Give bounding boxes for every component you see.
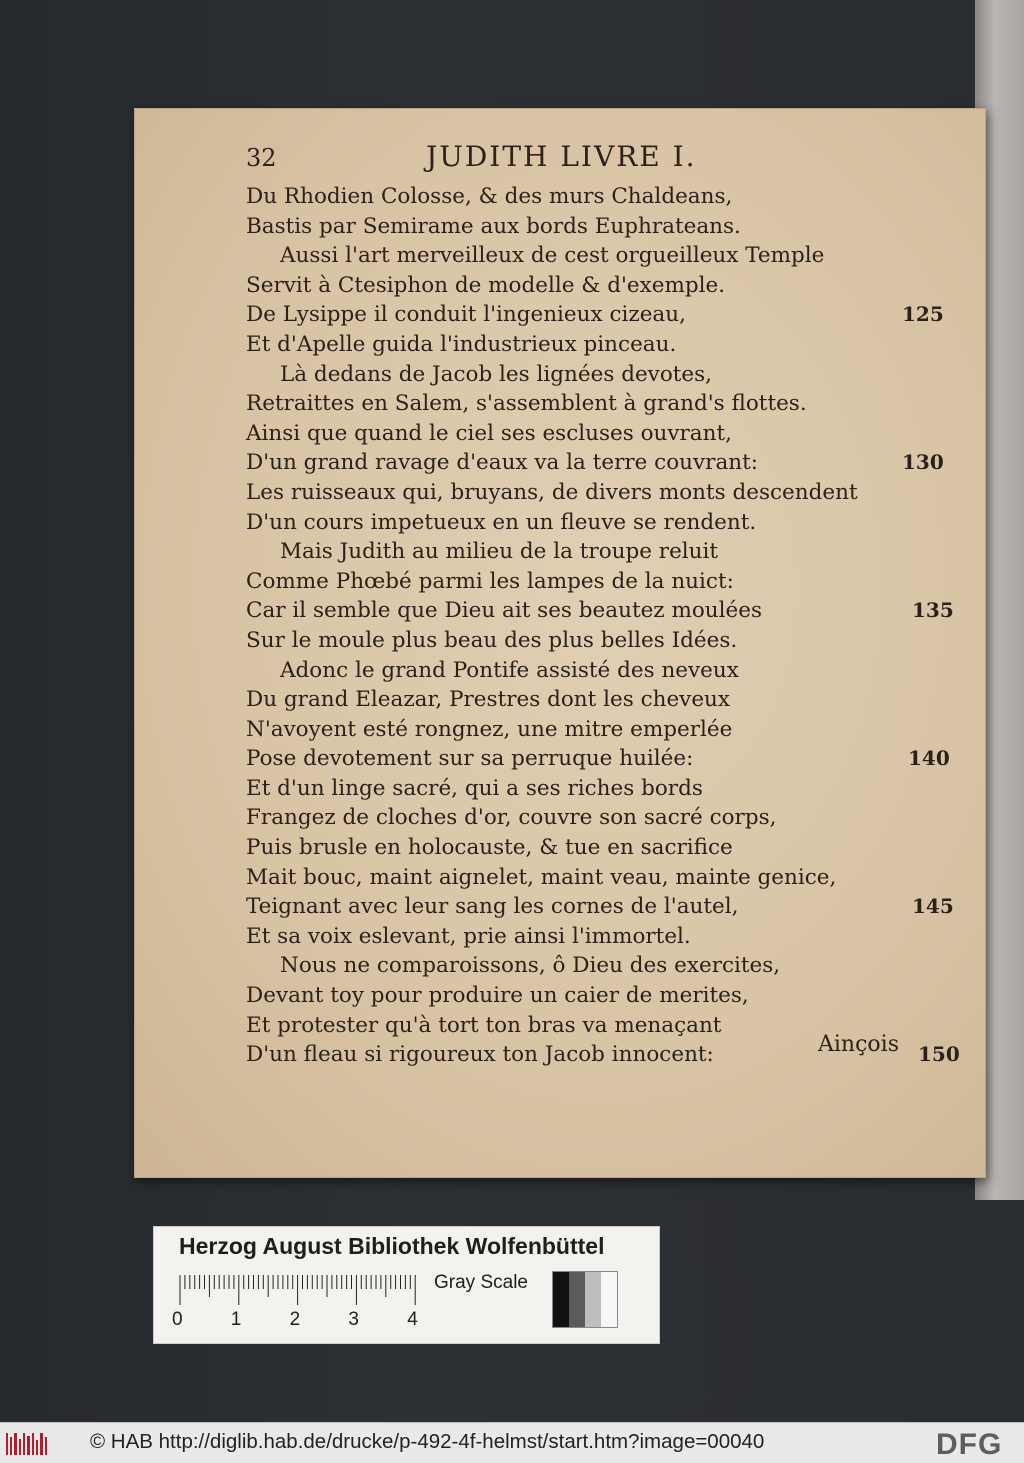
color-target-card	[153, 1226, 660, 1344]
institution-name: Herzog August Bibliothek Wolfenbüttel	[179, 1233, 605, 1259]
verse-line: Du grand Eleazar, Prestres dont les cheveux	[246, 687, 731, 713]
line-number: 140	[908, 746, 950, 771]
verse-line: Mais Judith au milieu de la troupe reluit	[280, 539, 719, 565]
footer-bar	[0, 1422, 1024, 1463]
verse-line: Pose devotement sur sa perruque huilée:	[246, 746, 694, 772]
gray-swatch	[569, 1272, 585, 1327]
verse-line: Teignant avec leur sang les cornes de l'autel,	[246, 894, 739, 920]
poem-text	[246, 182, 886, 1070]
verse-line: Là dedans de Jacob les lignées devotes,	[280, 361, 713, 387]
page-header	[246, 140, 806, 180]
verse-line: Adonc le grand Pontife assisté des neveux	[280, 657, 739, 683]
running-head: JUDITH LIVRE I.	[426, 140, 697, 173]
verse-line: D'un cours impetueux en un fleuve se rendent.	[246, 509, 757, 535]
verse-line: D'un fleau si rigoureux ton Jacob innocent:	[246, 1042, 714, 1068]
gray-scale-swatches	[552, 1271, 618, 1328]
line-number: 135	[912, 598, 954, 623]
hab-barcode-icon	[6, 1431, 48, 1457]
ruler-label: 4	[407, 1309, 418, 1330]
verse-line: Devant toy pour produire un caier de merites,	[246, 983, 749, 1009]
verse-line: Retraittes en Salem, s'assemblent à grand's flottes.	[246, 391, 807, 417]
verse-line: Sur le moule plus beau des plus belles Idées.	[246, 627, 738, 653]
verse-line: N'avoyent esté rongnez, une mitre emperlée	[246, 716, 733, 742]
gray-swatch	[601, 1272, 617, 1327]
verse-line: Comme Phœbé parmi les lampes de la nuict:	[246, 568, 734, 594]
verse-line: Du Rhodien Colosse, & des murs Chaldeans,	[246, 184, 733, 209]
copyright-url[interactable]: © HAB http://diglib.hab.de/drucke/p-492-4f-helmst/start.htm?image=00040	[90, 1430, 765, 1453]
gray-swatch	[585, 1272, 601, 1327]
verse-line: Et protester qu'à tort ton bras va menaçant	[246, 1012, 722, 1038]
verse-line: Car il semble que Dieu ait ses beautez moulées	[246, 598, 762, 624]
line-number: 125	[902, 302, 944, 327]
ruler-label: 3	[348, 1309, 359, 1330]
gray-swatch	[553, 1272, 569, 1327]
page-number: 32	[246, 144, 277, 172]
verse-line: Et d'Apelle guida l'industrieux pinceau.	[246, 331, 677, 357]
verse-line: Bastis par Semirame aux bords Euphrateans.	[246, 213, 741, 239]
verse-line: Et sa voix eslevant, prie ainsi l'immortel.	[246, 923, 691, 949]
verse-line: Et d'un linge sacré, qui a ses riches bords	[246, 775, 703, 801]
dfg-logo: DFG	[936, 1428, 1003, 1461]
verse-line: Frangez de cloches d'or, couvre son sacré corps,	[246, 805, 777, 831]
line-number: 150	[918, 1042, 960, 1067]
catchword: Ainçois	[818, 1032, 899, 1057]
verse-line: De Lysippe il conduit l'ingenieux cizeau,	[246, 302, 686, 328]
verse-line: Les ruisseaux qui, bruyans, de divers monts descendent	[246, 479, 858, 505]
gray-scale-label: Gray Scale	[434, 1272, 528, 1293]
ruler-label: 2	[289, 1309, 301, 1330]
verse-line: Servit à Ctesiphon de modelle & d'exemple.	[246, 272, 726, 298]
verse-line: D'un grand ravage d'eaux va la terre couvrant:	[246, 450, 758, 476]
line-number: 145	[912, 894, 954, 919]
verse-line: Mait bouc, maint aignelet, maint veau, mainte genice,	[246, 864, 837, 890]
ruler-label: 1	[230, 1309, 242, 1330]
ruler-label: 0	[172, 1309, 183, 1330]
verse-line: Aussi l'art merveilleux de cest orgueilleux Temple	[280, 243, 825, 269]
verse-line: Puis brusle en holocauste, & tue en sacrifice	[246, 835, 733, 861]
ruler-labels	[172, 1309, 432, 1333]
line-number: 130	[902, 450, 944, 475]
ruler-scale	[179, 1275, 419, 1305]
verse-line: Nous ne comparoissons, ô Dieu des exercites,	[280, 953, 781, 979]
verse-line: Ainsi que quand le ciel ses escluses ouvrant,	[246, 420, 732, 446]
